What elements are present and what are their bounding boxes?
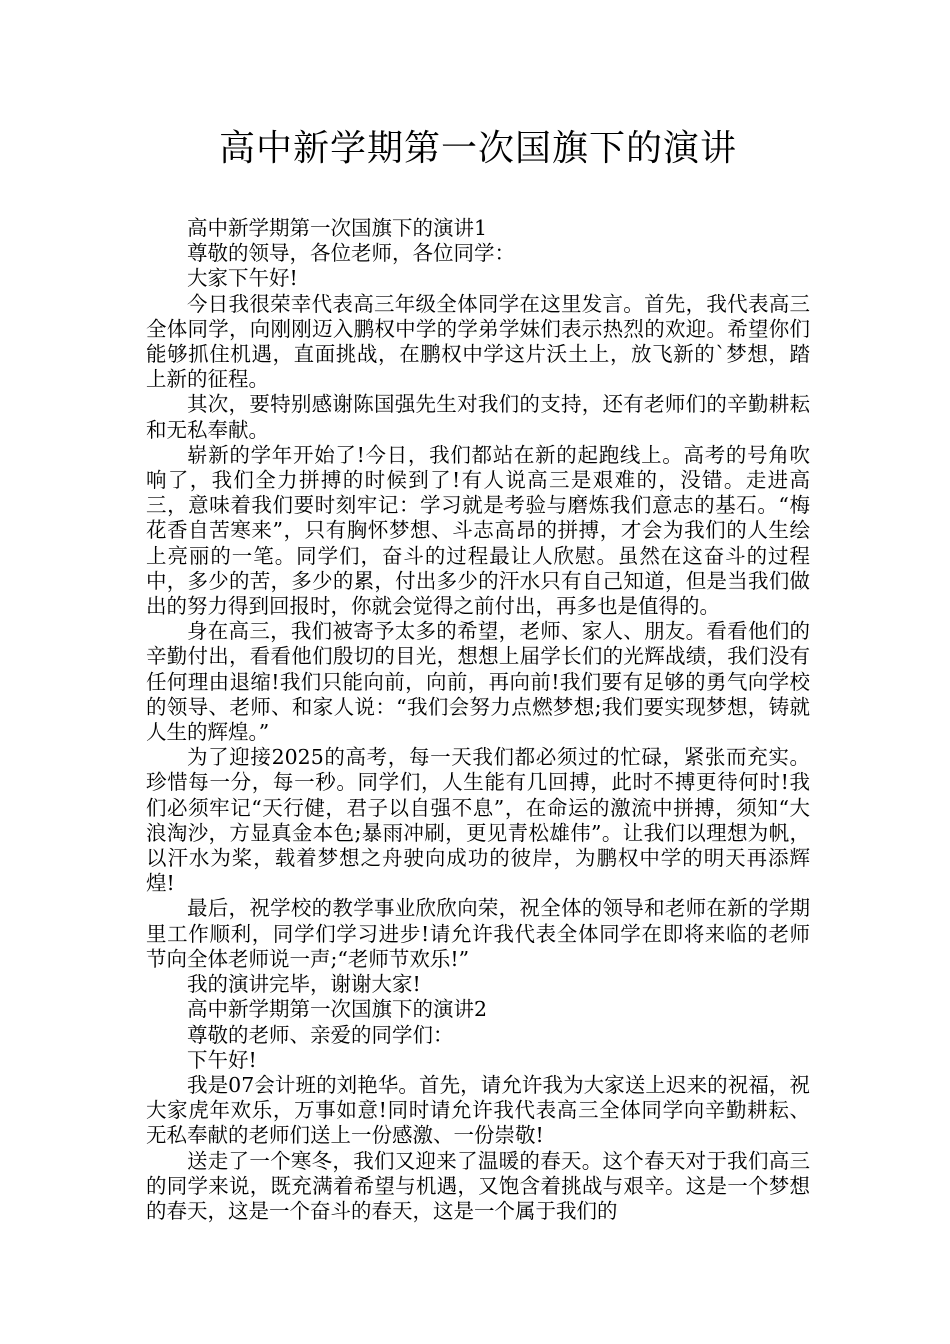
document-page <box>146 120 810 1224</box>
paragraph: 今日我很荣幸代表高三年级全体同学在这里发言。首先，我代表高三全体同学，向刚刚迈入鹏权中学的学弟学妹们表示热烈的欢迎。希望你们能够抓住机遇，直面挑战，在鹏权中学这片沃土上，放飞新的`梦想，踏上新的征程。 <box>146 291 810 392</box>
paragraph: 为了迎接2025的高考，每一天我们都必须过的忙碌，紧张而充实。珍惜每一分，每一秒。同学们，人生能有几回搏，此时不搏更待何时!我们必须牢记“天行健，君子以自强不息”，在命运的激流中拼搏，须知“大浪淘沙，方显真金本色;暴雨冲刷，更见青松雄伟”。让我们以理想为帆，以汗水为桨，载着梦想之舟驶向成功的彼岸，为鹏权中学的明天再添辉煌! <box>146 745 810 896</box>
paragraph: 送走了一个寒冬，我们又迎来了温暖的春天。这个春天对于我们高三的同学来说，既充满着希望与机遇，又饱含着挑战与艰辛。这是一个梦想的春天，这是一个奋斗的春天，这是一个属于我们的 <box>146 1148 810 1223</box>
paragraph: 最后，祝学校的教学事业欣欣向荣，祝全体的领导和老师在新的学期里工作顺利，同学们学习进步!请允许我代表全体同学在即将来临的老师节向全体老师说一声;“老师节欢乐!” <box>146 896 810 971</box>
paragraph: 高中新学期第一次国旗下的演讲1 <box>187 216 488 240</box>
paragraph: 下午好! <box>187 1047 257 1072</box>
document-body <box>146 216 810 1224</box>
paragraph: 尊敬的领导，各位老师，各位同学： <box>187 241 515 266</box>
paragraph: 我的演讲完毕，谢谢大家! <box>187 972 421 997</box>
paragraph: 其次，要特别感谢陈国强先生对我们的支持，还有老师们的辛勤耕耘和无私奉献。 <box>146 392 810 442</box>
paragraph: 大家下午好! <box>187 266 298 291</box>
document-title: 高中新学期第一次国旗下的演讲 <box>218 128 737 169</box>
paragraph: 尊敬的老师、亲爱的同学们： <box>187 1022 454 1047</box>
paragraph: 高中新学期第一次国旗下的演讲2 <box>187 997 488 1022</box>
paragraph: 身在高三，我们被寄予太多的希望，老师、家人、朋友。看看他们的辛勤付出，看看他们殷切的目光，想想上届学长们的光辉战绩，我们没有任何理由退缩!我们只能向前，向前，再向前!我们要有足够的勇气向学校的领导、老师、和家人说：“我们会努力点燃梦想;我们要实现梦想，铸就人生的辉煌。” <box>146 619 810 745</box>
paragraph: 我是07会计班的刘艳华。首先，请允许我为大家送上迟来的祝福，祝大家虎年欢乐，万事如意!同时请允许我代表高三全体同学向辛勤耕耘、无私奉献的老师们送上一份感激、一份崇敬! <box>146 1072 810 1148</box>
paragraph: 崭新的学年开始了!今日，我们都站在新的起跑线上。高考的号角吹响了，我们全力拼搏的时候到了!有人说高三是艰难的，没错。走进高三，意味着我们要时刻牢记：学习就是考验与磨炼我们意志的基石。“梅花香自苦寒来”，只有胸怀梦想、斗志高昂的拼搏，才会为我们的人生绘上亮丽的一笔。同学们，奋斗的过程最让人欣慰。虽然在这奋斗的过程中，多少的苦，多少的累，付出多少的汗水只有自己知道，但是当我们做出的努力得到回报时，你就会觉得之前付出，再多也是值得的。 <box>146 442 810 619</box>
